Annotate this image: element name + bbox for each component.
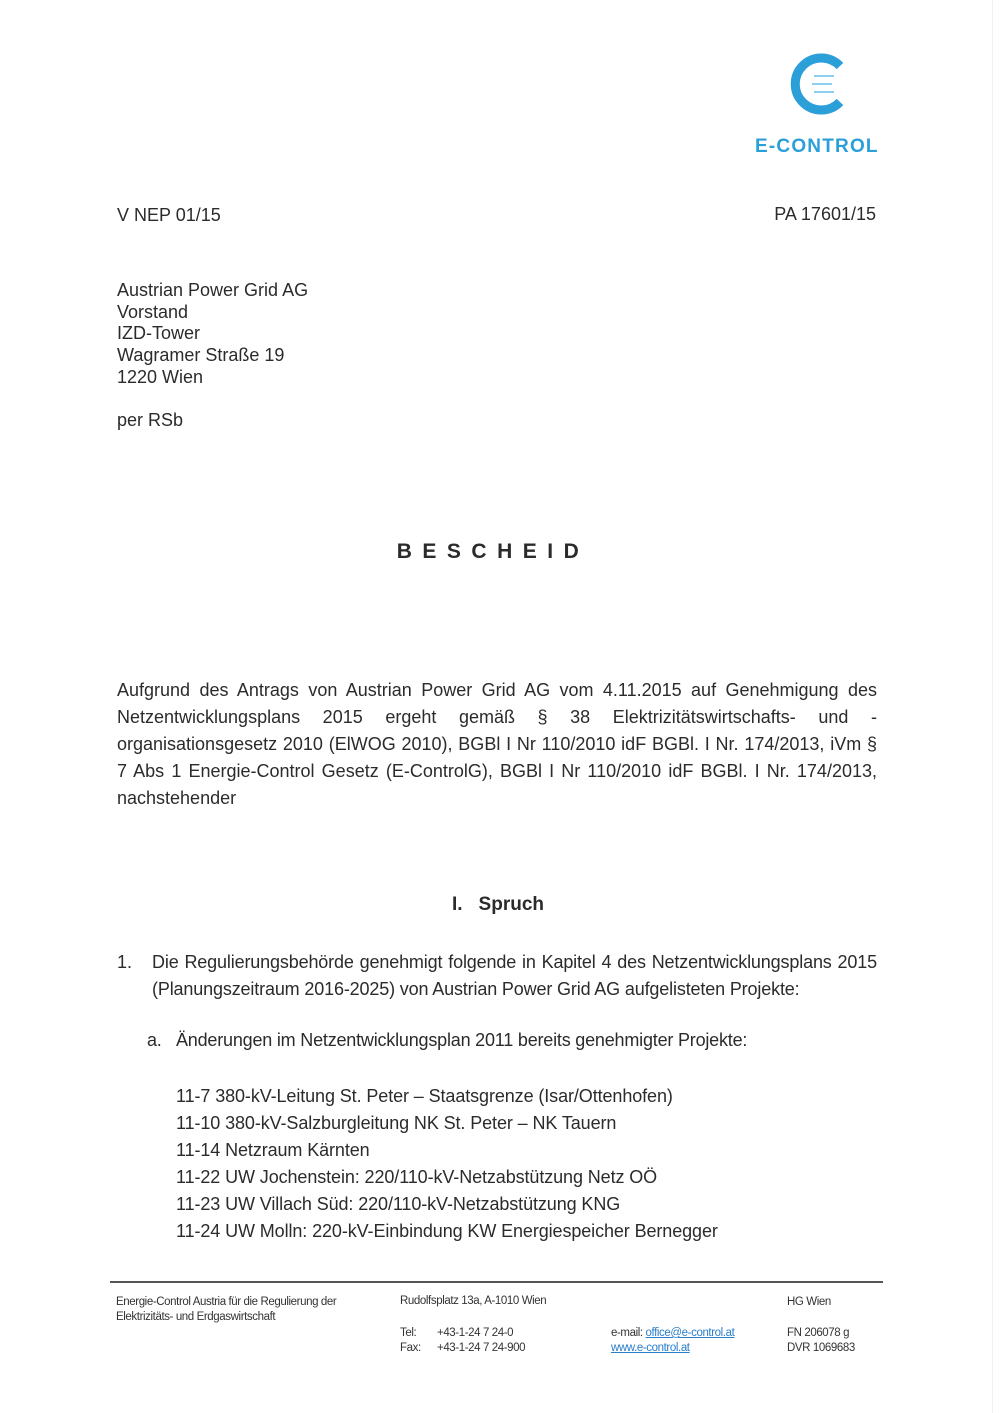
project-item: 11-10 380-kV-Salzburgleitung NK St. Peter – NK Tauern	[176, 1113, 617, 1133]
logo-wordmark: E-CONTROL	[755, 136, 879, 157]
dvr-number: DVR 1069683	[787, 1342, 855, 1354]
address-line: Austrian Power Grid AG	[117, 280, 309, 300]
address-line: IZD-Tower	[117, 323, 201, 344]
tel-number: +43-1-24 7 24-0	[437, 1327, 514, 1339]
email-label: e-mail:	[611, 1327, 643, 1339]
company-register-number: FN 206078 g	[787, 1327, 850, 1339]
project-item: 11-22 UW Jochenstein: 220/110-kV-Netzabstützung Netz OÖ	[176, 1167, 658, 1187]
intro-paragraph: Aufgrund des Antrags von Austrian Power Grid AG vom 4.11.2015 auf Genehmigung des Netzentwicklungsplans 2015 ergeht gemäß § 38 Elektrizitätswirtschafts- und -organisationsgesetz 2010 (ElWOG 2010), BGBl I Nr 110/2010 idF BGBl. I Nr. 174/2013, iVm § 7 Abs 1 Energie-Control Gesetz (E-ControlG), BGBl I Nr 110/2010 idF BGBl. I Nr. 174/2013, nachstehender	[117, 680, 877, 808]
address-line: 1220 Wien	[117, 366, 204, 387]
footer-address: Rudolfsplatz 13a, A-1010 Wien	[400, 1295, 547, 1307]
footer-registry	[787, 1326, 855, 1356]
footer-org-line: Energie-Control Austria für die Regulierung der	[116, 1296, 337, 1308]
sub-item-letter: a.	[147, 1030, 162, 1050]
fax-label: Fax:	[400, 1342, 421, 1354]
reference-number-right: PA 17601/15	[774, 204, 876, 224]
address-line: Wagramer Straße 19	[117, 345, 285, 366]
section-number: I.	[451, 894, 463, 915]
numbered-item-1	[117, 949, 877, 1003]
project-item: 11-23 UW Villach Süd: 220/110-kV-Netzabstützung KNG	[176, 1194, 621, 1214]
sub-item-a	[147, 1030, 747, 1051]
section-heading	[0, 894, 996, 916]
footer-court: HG Wien	[787, 1296, 831, 1308]
reference-number-left: V NEP 01/15	[117, 205, 221, 225]
footer-contact	[611, 1326, 734, 1356]
section-title: Spruch	[478, 894, 544, 915]
footer-divider	[110, 1281, 883, 1283]
e-control-c-logo-icon	[790, 52, 854, 116]
footer-phone	[400, 1326, 525, 1356]
project-item: 11-24 UW Molln: 220-kV-Einbindung KW Energiespeicher Bernegger	[176, 1221, 718, 1241]
project-item: 11-7 380-kV-Leitung St. Peter – Staatsgrenze (Isar/Ottenhofen)	[176, 1086, 673, 1106]
email-link[interactable]: office@e-control.at	[645, 1327, 735, 1339]
delivery-method: per RSb	[117, 410, 184, 430]
fax-number: +43-1-24 7 24-900	[437, 1342, 526, 1354]
item-text: Die Regulierungsbehörde genehmigt folgende in Kapitel 4 des Netzentwicklungsplans 2015 (Planungszeitraum 2016-2025) von Austrian Power Grid AG aufgelisteten Projekte:	[152, 952, 877, 999]
sub-item-text: Änderungen im Netzentwicklungsplan 2011 bereits genehmigter Projekte:	[176, 1030, 748, 1050]
document-title: BESCHEID	[396, 540, 590, 563]
project-item: 11-14 Netzraum Kärnten	[176, 1140, 370, 1160]
website-link[interactable]: www.e-control.at	[611, 1342, 690, 1354]
tel-label: Tel:	[400, 1327, 417, 1339]
item-number: 1.	[117, 952, 133, 972]
e-control-logo	[752, 52, 897, 162]
page-edge	[992, 0, 993, 1413]
address-line: Vorstand	[117, 301, 189, 322]
footer-org-line: Elektrizitäts- und Erdgaswirtschaft	[116, 1311, 276, 1323]
recipient-address	[117, 280, 308, 389]
project-list	[176, 1083, 718, 1245]
footer-organization	[116, 1295, 376, 1325]
